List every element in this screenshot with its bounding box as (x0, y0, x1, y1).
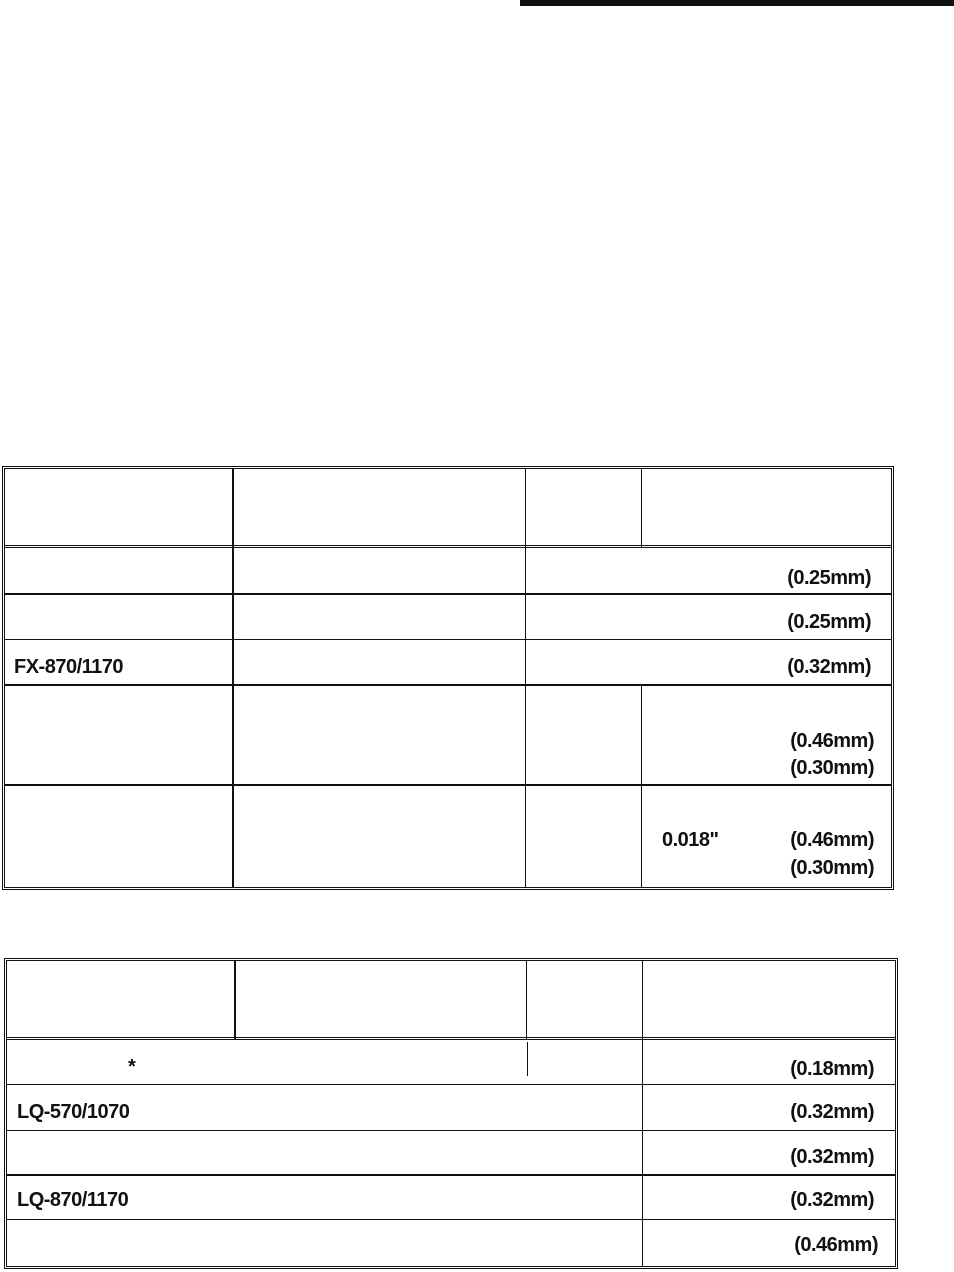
table-1 (2, 466, 894, 890)
table-1-row-5-thickness-mm: (0.46mm) (790, 829, 874, 851)
table-2-row-rule (6, 1174, 896, 1176)
table-1-row-1-thickness-mm: (0.25mm) (787, 567, 871, 589)
table-1-row-rule (4, 639, 892, 640)
table-2-row-rule (6, 1130, 896, 1131)
table-2-col-rule (527, 1042, 528, 1076)
table-1-row-rule (4, 784, 892, 786)
table-1-row-rule (4, 684, 892, 686)
table-2-row-2-thickness-mm: (0.32mm) (790, 1101, 874, 1123)
table-1-row-2-thickness-mm: (0.25mm) (787, 611, 871, 633)
table-2-col-rule (642, 960, 643, 1267)
table-1-row-5-thickness-inch: 0.018" (662, 829, 719, 851)
top-rule (520, 0, 954, 6)
table-2-row-rule (6, 1084, 896, 1085)
table-1-row-4-thickness-mm: (0.30mm) (790, 757, 874, 779)
table-1-row-3-thickness-mm: (0.32mm) (787, 656, 871, 678)
table-2-row-rule (6, 1219, 896, 1220)
table-1-row-3-model: FX-870/1170 (14, 656, 124, 678)
table-1-row-rule (4, 593, 892, 595)
table-2-row-4-thickness-mm: (0.32mm) (790, 1189, 874, 1211)
table-1-header-rule (4, 545, 892, 548)
table-2-row-5-thickness-mm: (0.46mm) (794, 1234, 878, 1256)
table-2-col-rule (234, 960, 236, 1040)
table-2-row-3-thickness-mm: (0.32mm) (790, 1146, 874, 1168)
table-2 (4, 958, 898, 1269)
table-1-row-5-thickness-mm: (0.30mm) (790, 857, 874, 879)
table-2-col-rule (526, 960, 527, 1040)
table-2-row-2-model: LQ-570/1070 (17, 1101, 130, 1123)
table-2-header-rule (6, 1037, 896, 1040)
table-1-col-rule (232, 468, 234, 888)
table-1-col-rule (525, 468, 526, 888)
table-1-row-4-thickness-mm: (0.46mm) (790, 730, 874, 752)
table-2-row-4-model: LQ-870/1170 (17, 1189, 129, 1211)
table-1-col-rule (641, 468, 642, 548)
table-1-col-rule (641, 685, 642, 888)
table-2-row-1-thickness-mm: (0.18mm) (790, 1058, 874, 1080)
table-2-row-1-model: * (128, 1056, 136, 1078)
